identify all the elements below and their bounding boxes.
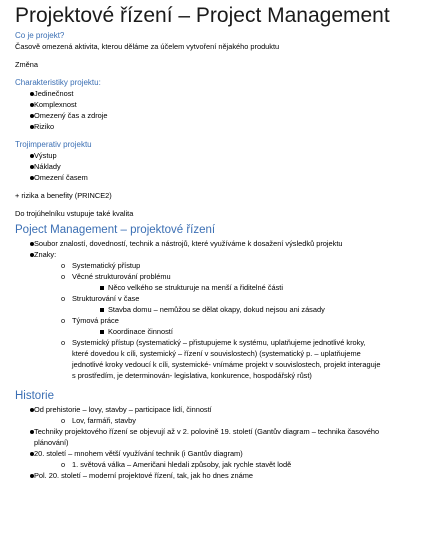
- list-item-text: Od prehistorie – lovy, stavby – participace lidí, činností: [34, 405, 212, 414]
- bullet-icon: [30, 92, 34, 96]
- list-item: [15, 238, 426, 249]
- triple-constraint-list: [15, 150, 426, 183]
- characteristics-heading: Charakteristiky projektu:: [15, 78, 101, 87]
- section-heading-what-is-project: Co je projekt?: [15, 31, 65, 40]
- document-title: Projektové řízení – Project Management: [15, 4, 390, 27]
- list-item-text: Strukturování v čase: [72, 294, 140, 303]
- bullet-icon: [30, 176, 34, 180]
- bullet-icon: [30, 114, 34, 118]
- list-item: Riziko: [15, 121, 426, 132]
- risk-note: + rizika a benefity (PRINCE2): [15, 191, 112, 200]
- list-item: [15, 271, 426, 282]
- list-item-text: Systemický přístup (systematický – přistupujeme k systému, uplatňujeme jednotlivé kroky, které dovedou k cíli, systemický – řízení v souvislostech) (systematický p. – uplatňujeme jednotlivé kroky vedoucí k cíli, systemické- vnímáme projekt v souvislostech, projekt interaguje s prostředím, je determinován- legislativa, konkurence, hospodářský růst): [72, 338, 381, 380]
- list-item: [15, 459, 426, 470]
- bullet-icon: [30, 242, 34, 246]
- list-item-text: Věcné strukturování problému: [72, 272, 171, 281]
- list-item-text: Systematický přístup: [72, 261, 141, 270]
- list-item: [15, 404, 426, 415]
- list-item: [15, 282, 426, 293]
- list-item-text: Pol. 20. století – moderní projektové řízení, tak, jak ho dnes známe: [34, 471, 253, 480]
- square-bullet-icon: [100, 330, 104, 334]
- list-item-text: Soubor znalostí, dovedností, technik a nástrojů, které využíváme k dosažení výsledků projektu: [34, 239, 343, 248]
- square-bullet-icon: [100, 308, 104, 312]
- circle-bullet-icon: o: [61, 272, 66, 281]
- list-item: Výstup: [15, 150, 426, 161]
- circle-bullet-icon: o: [61, 261, 66, 270]
- bullet-icon: [30, 165, 34, 169]
- circle-bullet-icon: o: [61, 338, 66, 347]
- list-item: [15, 315, 426, 326]
- history-list: [15, 404, 426, 481]
- list-item-text: Znaky:: [34, 250, 57, 259]
- bullet-icon: [30, 253, 34, 257]
- list-item: [15, 304, 426, 315]
- list-item-text: 20. století – mnohem větší využívání technik (i Gantův diagram): [34, 449, 243, 458]
- pm-list: [15, 238, 426, 381]
- list-item: Omezený čas a zdroje: [15, 110, 426, 121]
- bullet-icon: [30, 103, 34, 107]
- list-item: [15, 415, 426, 426]
- list-item: [15, 426, 426, 448]
- list-item-text: Lov, farmáři, stavby: [72, 416, 136, 425]
- bullet-icon: [30, 452, 34, 456]
- list-item: Komplexnost: [15, 99, 426, 110]
- list-item: [15, 470, 426, 481]
- history-heading: Historie: [15, 390, 54, 402]
- bullet-icon: [30, 430, 34, 434]
- list-item-text: Techniky projektového řízení se objevují až v 2. polovině 19. století (Gantův diagram – technika časového plánování): [34, 427, 380, 447]
- circle-bullet-icon: o: [61, 416, 66, 425]
- triple-constraint-heading: Trojimperativ projektu: [15, 140, 92, 149]
- list-item: [15, 260, 426, 271]
- change-label: Změna: [15, 60, 39, 69]
- list-item: [15, 249, 426, 260]
- list-item: Náklady: [15, 161, 426, 172]
- list-item: [15, 337, 426, 381]
- characteristics-list: [15, 88, 426, 132]
- circle-bullet-icon: o: [61, 294, 66, 303]
- triangle-note: Do trojúhelníku vstupuje také kvalita: [15, 209, 134, 218]
- list-item: Jedinečnost: [15, 88, 426, 99]
- bullet-icon: [30, 125, 34, 129]
- list-item: [15, 326, 426, 337]
- list-item-text: 1. světová válka – Američani hledali způsoby, jak rychle stavět lodě: [72, 460, 292, 469]
- list-item-text: Něco velkého se strukturuje na menší a řiditelné části: [108, 283, 283, 292]
- bullet-icon: [30, 154, 34, 158]
- circle-bullet-icon: o: [61, 460, 66, 469]
- list-item: [15, 293, 426, 304]
- bullet-icon: [30, 474, 34, 478]
- bullet-icon: [30, 408, 34, 412]
- circle-bullet-icon: o: [61, 316, 66, 325]
- list-item-text: Stavba domu – nemůžou se dělat okapy, dokud nejsou ani zásady: [108, 305, 325, 314]
- list-item: Omezení časem: [15, 172, 426, 183]
- square-bullet-icon: [100, 286, 104, 290]
- list-item-text: Týmová práce: [72, 316, 119, 325]
- list-item-text: Koordinace činností: [108, 327, 173, 336]
- project-definition: Časově omezená aktivita, kterou děláme za účelem vytvoření nějakého produktu: [15, 42, 280, 51]
- pm-heading: Poject Management – projektové řízení: [15, 224, 216, 236]
- list-item: [15, 448, 426, 459]
